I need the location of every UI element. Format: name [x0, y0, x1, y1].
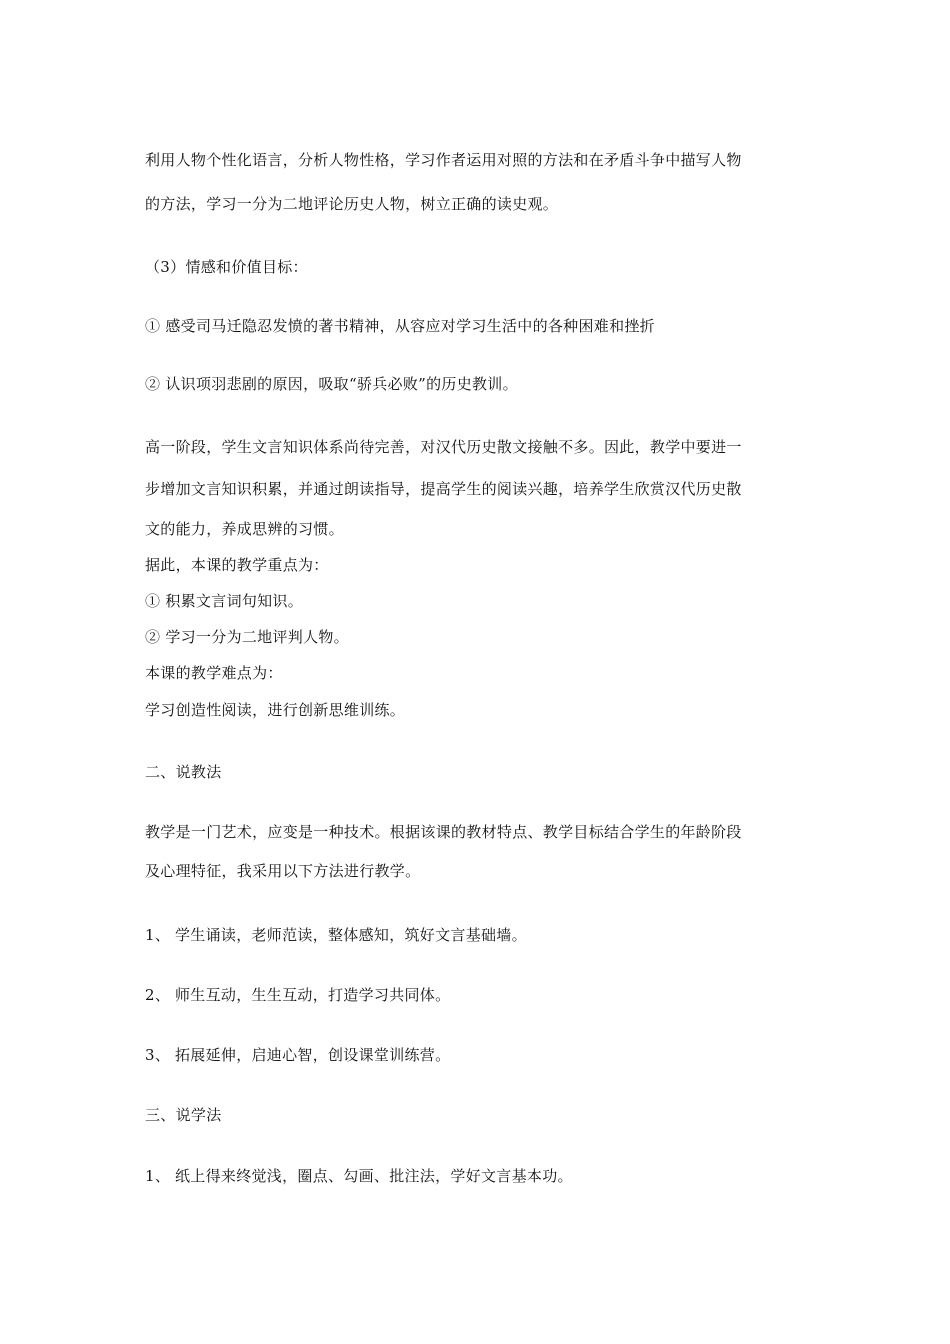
paragraph-1-line-1: 利用人物个性化语言，分析人物性格，学习作者运用对照的方法和在矛盾斗争中描写人物 — [145, 151, 742, 169]
section-3-heading: 三、说学法 — [145, 1106, 222, 1124]
list-number: 2、 — [145, 986, 171, 1004]
key-point-2: ② 学习一分为二地评判人物。 — [145, 628, 349, 646]
list-number: 1、 — [145, 926, 171, 944]
difficulty-intro: 本课的教学难点为： — [145, 664, 283, 682]
objective-3-item-1: ① 感受司马迁隐忍发愤的著书精神，从容应对学习生活中的各种困难和挫折 — [145, 317, 655, 335]
teaching-method-2 — [145, 985, 450, 1005]
paragraph-2-line-2: 步增加文言知识积累，并通过朗读指导，提高学生的阅读兴趣，培养学生欣赏汉代历史散 — [145, 480, 742, 498]
teaching-method-3 — [145, 1045, 450, 1065]
objective-3-item-2: ② 认识项羽悲剧的原因，吸取“骄兵必败”的历史教训。 — [145, 375, 518, 393]
section-2-heading: 二、说教法 — [145, 763, 222, 781]
teaching-method-1 — [145, 925, 527, 945]
objective-3-heading: （3）情感和价值目标： — [145, 258, 308, 276]
section-2-paragraph-line-2: 及心理特征，我采用以下方法进行教学。 — [145, 862, 421, 880]
list-number: 1、 — [145, 1167, 171, 1185]
list-number: 3、 — [145, 1046, 171, 1064]
list-text: 学生诵读，老师范读，整体感知，筑好文言基础墙。 — [175, 926, 527, 944]
paragraph-2-line-3: 文的能力，养成思辨的习惯。 — [145, 520, 344, 538]
section-2-paragraph-line-1: 教学是一门艺术，应变是一种技术。根据该课的教材特点、教学目标结合学生的年龄阶段 — [145, 823, 742, 841]
list-text: 纸上得来终觉浅，圈点、勾画、批注法，学好文言基本功。 — [175, 1167, 573, 1185]
learning-method-1 — [145, 1166, 573, 1186]
paragraph-2-line-1: 高一阶段，学生文言知识体系尚待完善，对汉代历史散文接触不多。因此，教学中要进一 — [145, 438, 742, 456]
difficulty-text: 学习创造性阅读，进行创新思维训练。 — [145, 701, 406, 719]
list-text: 师生互动，生生互动，打造学习共同体。 — [175, 986, 451, 1004]
list-text: 拓展延伸，启迪心智，创设课堂训练营。 — [175, 1046, 451, 1064]
paragraph-1-line-2: 的方法，学习一分为二地评论历史人物，树立正确的读史观。 — [145, 195, 559, 213]
key-point-1: ① 积累文言词句知识。 — [145, 592, 304, 610]
key-points-intro: 据此，本课的教学重点为： — [145, 556, 329, 574]
